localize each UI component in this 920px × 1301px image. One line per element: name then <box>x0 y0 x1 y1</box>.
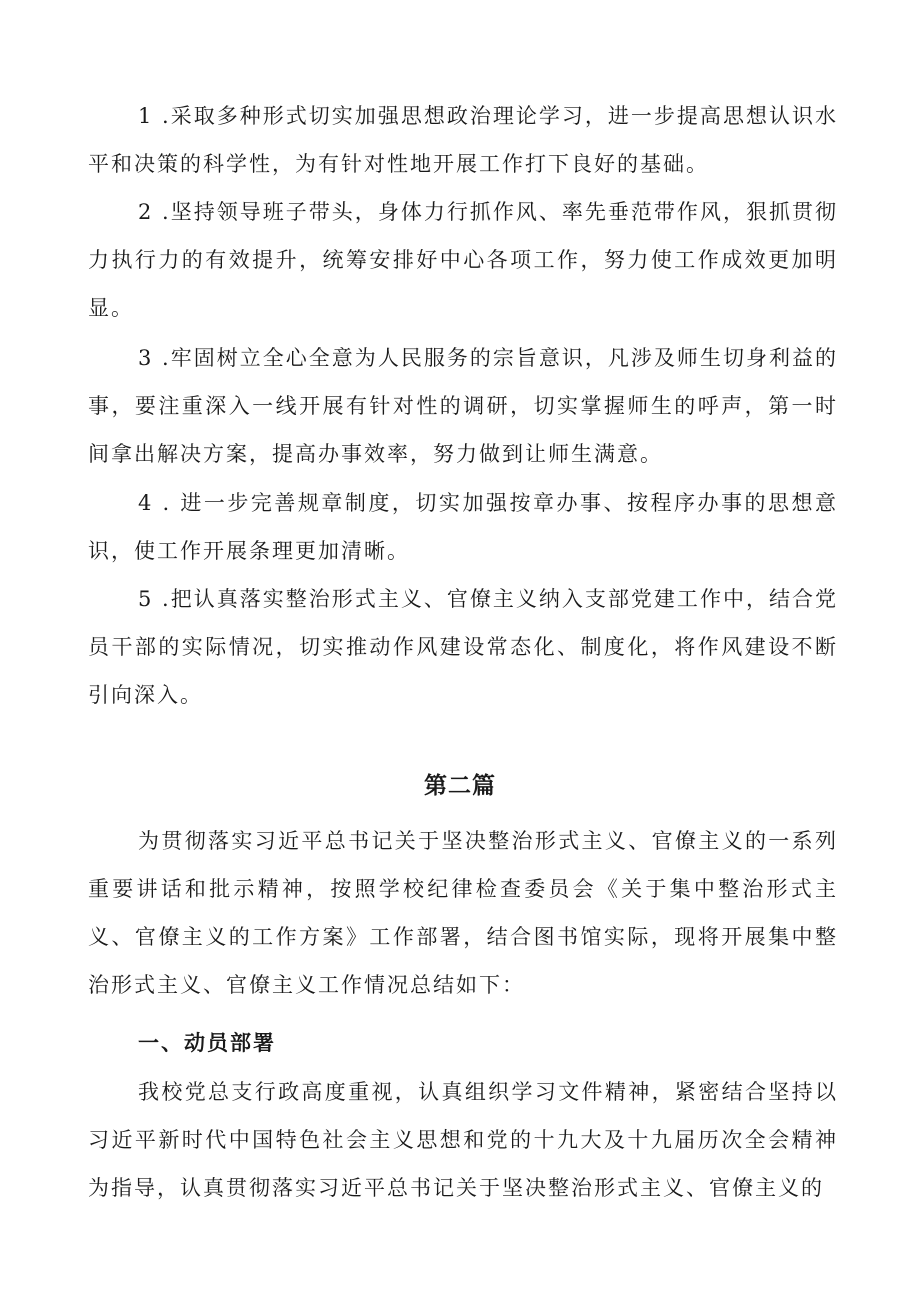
part-title: 第二篇 <box>424 773 496 799</box>
section-body: 我校党总支行政高度重视，认真组织学习文件精神，紧密结合坚持以习近平新时代中国特色社会主义思想和党的十九大及十九届历次全会精神为指导，认真贯彻落实习近平总书记关于坚决整治形式主义、官僚主义的 <box>88 1080 838 1200</box>
section-heading: 一、动员部署 <box>138 1031 276 1055</box>
list-item-1: 1 .采取多种形式切实加强思想政治理论学习，进一步提高思想认识水平和决策的科学性，为有针对性地开展工作打下良好的基础。 <box>88 104 838 176</box>
list-item-5: 5 .把认真落实整治形式主义、官僚主义纳入支部党建工作中，结合党员干部的实际情况，切实推动作风建设常态化、制度化，将作风建设不断引向深入。 <box>88 587 838 707</box>
list-item-2: 2 .坚持领导班子带头，身体力行抓作风、率先垂范带作风，狠抓贯彻力执行力的有效提升，统筹安排好中心各项工作，努力使工作成效更加明显。 <box>88 200 838 320</box>
list-item-4: 4 . 进一步完善规章制度，切实加强按章办事、按程序办事的思想意识，使工作开展条理更加清晰。 <box>88 491 838 563</box>
list-item-3: 3 .牢固树立全心全意为人民服务的宗旨意识，凡涉及师生切身利益的事，要注重深入一线开展有针对性的调研，切实掌握师生的呼声，第一时间拿出解决方案，提高办事效率，努力做到让师生满意。 <box>88 346 838 466</box>
intro-paragraph: 为贯彻落实习近平总书记关于坚决整治形式主义、官僚主义的一系列重要讲话和批示精神，按照学校纪律检查委员会《关于集中整治形式主义、官僚主义的工作方案》工作部署，结合图书馆实际，现将开展集中整治形式主义、官僚主义工作情况总结如下： <box>88 829 838 997</box>
